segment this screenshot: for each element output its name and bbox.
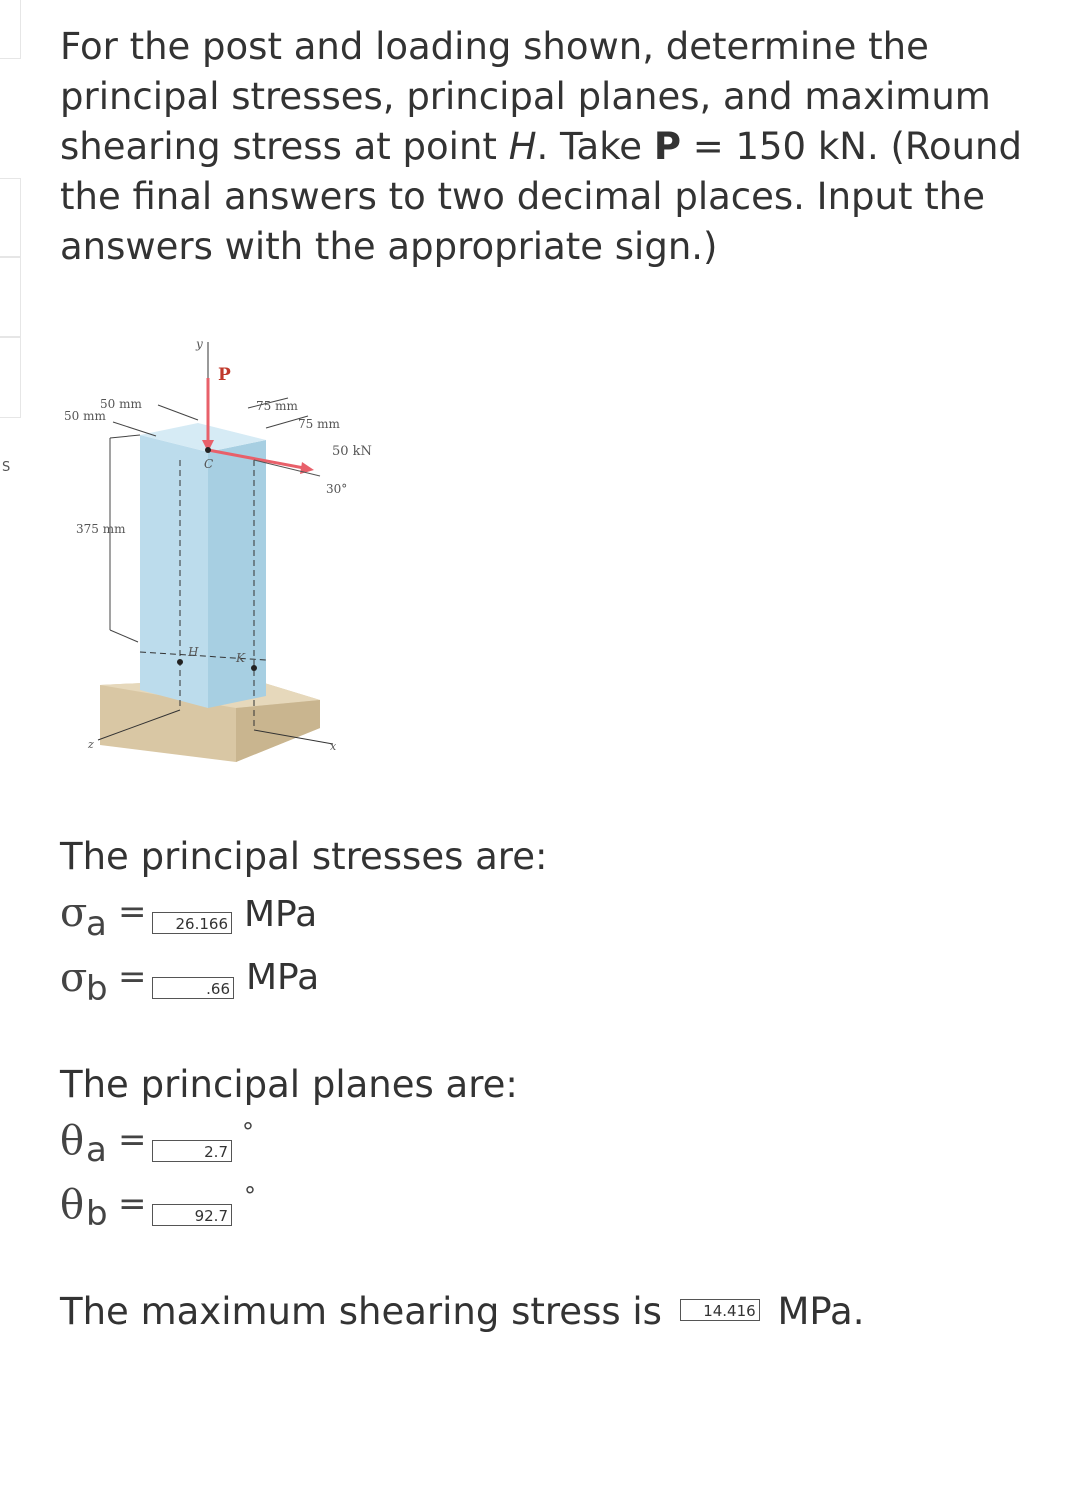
subscript-a: a: [86, 904, 107, 944]
equals-sign: =: [118, 1184, 147, 1224]
sigma-symbol: σ: [60, 890, 88, 936]
edge-cell: [0, 336, 21, 418]
dim-50-top-label: 50 mm: [100, 397, 142, 411]
stresses-title: The principal stresses are:: [60, 835, 548, 878]
edge-cell: [0, 178, 21, 258]
max-shear-text: The maximum shearing stress is: [60, 1290, 662, 1333]
max-shear-input[interactable]: 14.416: [680, 1299, 760, 1321]
dim-375-tick: [110, 435, 140, 438]
subscript-a: a: [86, 1130, 107, 1170]
dim-50-line: [113, 422, 156, 436]
sigma-a-row: [60, 890, 460, 950]
base-side: [236, 700, 320, 762]
sigma-b-input[interactable]: .66: [152, 977, 234, 999]
sigma-b-row: [60, 955, 460, 1015]
point-c-label: C: [204, 457, 214, 471]
theta-a-row: [60, 1118, 360, 1178]
degree-symbol: °: [244, 1182, 256, 1210]
post-loading-figure: [58, 330, 372, 770]
sigma-a-input[interactable]: 26.166: [152, 912, 232, 934]
theta-b-input[interactable]: 92.7: [152, 1204, 232, 1226]
edge-letter: S: [2, 460, 11, 475]
dim-75-b-label: 75 mm: [298, 417, 340, 431]
edge-cell: [0, 0, 21, 59]
equals-sign: =: [118, 1120, 147, 1160]
load-50kn-label: 50 kN: [332, 444, 372, 459]
y-axis-label: y: [196, 337, 203, 351]
point-h-label: H: [188, 645, 199, 659]
subscript-b: b: [86, 1194, 108, 1234]
problem-text-2: . Take: [536, 125, 654, 168]
dim-75-a-label: 75 mm: [256, 399, 298, 413]
problem-statement: [60, 22, 1050, 272]
theta-a-input[interactable]: 2.7: [152, 1140, 232, 1162]
load-symbol: P: [653, 125, 681, 168]
equals-sign: =: [118, 957, 147, 997]
subscript-b: b: [86, 969, 108, 1009]
sigma-a-unit: MPa: [244, 894, 318, 935]
point-k-label: K: [236, 651, 245, 665]
dim-375-tick: [110, 630, 138, 642]
post-side: [208, 440, 266, 708]
dim-50-line: [158, 405, 198, 420]
angle-label: 30°: [326, 482, 348, 496]
left-edge-strip: [0, 0, 22, 520]
equals-sign: =: [118, 892, 147, 932]
problem-text-3: = 150 kN. (Round the final answers to two decimal places. Input the answers with the appropriate sign.): [60, 125, 1022, 268]
problem-text-1: For the post and loading shown, determine the principal stresses, principal planes, and maximum shearing stress at point: [60, 25, 991, 168]
load-50kn-arrowhead: [300, 462, 314, 474]
theta-symbol: θ: [60, 1118, 85, 1164]
x-axis-label: x: [330, 740, 337, 753]
point-c-dot: [205, 447, 211, 453]
post-front: [140, 435, 208, 708]
degree-symbol: °: [242, 1118, 254, 1146]
sigma-b-unit: MPa: [246, 957, 320, 998]
load-p-label: P: [218, 365, 231, 385]
theta-symbol: θ: [60, 1182, 85, 1228]
point-label: H: [508, 125, 537, 168]
max-shear-line: [60, 1290, 864, 1333]
edge-cell: [0, 256, 21, 338]
max-shear-unit: MPa.: [777, 1290, 865, 1333]
point-h-dot: [177, 659, 183, 665]
theta-b-row: [60, 1182, 360, 1242]
point-k-dot: [251, 665, 257, 671]
planes-title: The principal planes are:: [60, 1063, 518, 1106]
sigma-symbol: σ: [60, 955, 88, 1001]
dim-50-left-label: 50 mm: [64, 409, 106, 423]
dim-375-label: 375 mm: [76, 522, 126, 536]
z-axis-label: z: [88, 738, 94, 751]
